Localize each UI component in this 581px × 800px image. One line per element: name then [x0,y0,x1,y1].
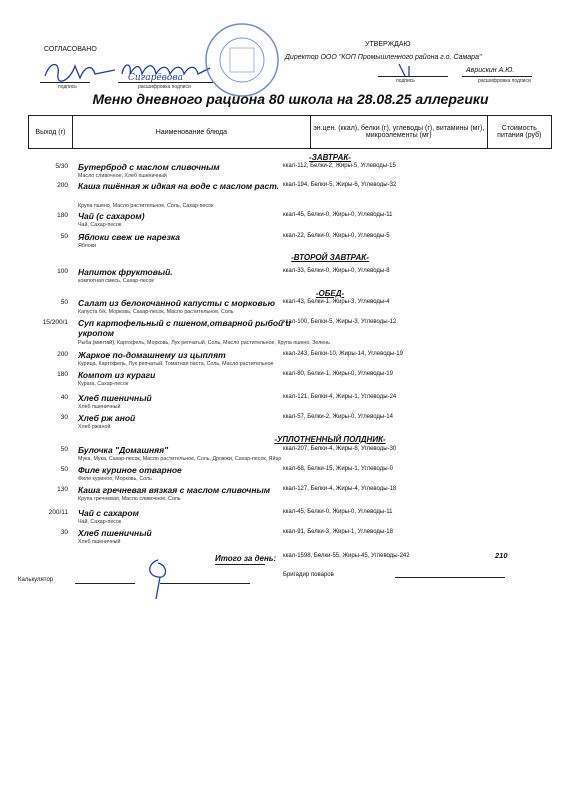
row-out: 30 [60,529,68,536]
row-nutrition: ккал-80, Белки-1, Жиры-0, Углеводы-19 [283,371,393,377]
section-title: -ВТОРОЙ ЗАВТРАК- [291,253,369,262]
menu-row [28,371,548,393]
row-out: 50 [60,233,68,240]
chef-label: Бригадир поваров [283,572,334,578]
row-out: 180 [57,212,68,219]
total-label: Итого за день: [215,554,277,563]
row-out: 30 [60,414,68,421]
section-title: -ЗАВТРАК- [309,153,351,162]
row-out: 200/11 [48,509,68,516]
agreed-label: СОГЛАСОВАНО [44,46,97,53]
menu-row [28,233,548,255]
row-out: 50 [60,299,68,306]
caption-decode-right: расшифровка подписи [478,78,531,84]
row-nutrition: ккал-121, Белки-4, Жиры-1, Углеводы-24 [283,394,397,400]
caption-decode-left: расшифровка подписи [138,84,191,90]
row-name: Бутерброд с маслом сливочным [78,162,220,172]
row-name: Яблоки свеж ие нарезка [78,232,180,242]
director-label: Директор ООО "КОП Промышленного района г.о. Самара" [285,54,482,61]
row-name: Напиток фруктовый. [78,267,173,277]
header-name: Наименование блюда [72,116,310,149]
row-nutrition: ккал-91, Белки-3, Жиры-1, Углеводы-18 [283,529,393,535]
total-nutr: ккал-1598, Белки-55, Жиры-45, Углеводы-242 [283,553,410,559]
signature-calculator [138,555,178,600]
row-nutrition: ккал-68, Белки-15, Жиры-1, Углеводы-0 [283,466,393,472]
signature-middle [118,56,213,86]
signature-text: Сигарёвова [128,73,183,83]
row-out: 15/200/1 [42,319,68,326]
header-cost: Стоимость питания (руб) [487,116,551,149]
calc-label: Калькулятор [18,577,54,583]
row-out: 130 [57,486,68,493]
row-nutrition: ккал-194, Белки-5, Жиры-6, Углеводы-32 [283,182,397,188]
row-out: 100 [57,268,68,275]
row-ingredients: Чай, Сахар-песок [78,519,122,525]
section-title: -УПЛОТНЕННЫЙ ПОЛДНИК- [274,435,386,444]
total-cost: 210 [495,551,508,560]
row-ingredients: Курага, Сахар-песок [78,381,129,387]
menu-row [28,268,548,290]
row-ingredients: Чай, Сахар-песок [78,222,122,228]
row-out: 200 [57,351,68,358]
row-out: 200 [57,182,68,189]
organization-stamp [202,20,282,100]
menu-row [28,181,548,209]
row-nutrition: ккал-57, Белки-2, Жиры-0, Углеводы-14 [283,414,393,420]
row-nutrition: ккал-45, Белки-0, Жиры-0, Углеводы-11 [283,509,393,515]
row-ingredients: Хлеб пшеничный [78,539,121,545]
director-name: Аврискин А.Ю. [466,67,515,74]
row-nutrition: ккал-33, Белки-0, Жиры-0, Углеводы-8 [283,268,390,274]
header-nutr: эн.цен. (ккал), белки (г), углеводы (г), витамины (мг), микроэлементы (мг) [310,116,487,149]
row-name: Хлеб пшеничный [78,528,152,538]
caption-sign-right: подпись [396,78,415,84]
row-nutrition: ккал-45, Белки-0, Жиры-0, Углеводы-11 [283,212,393,218]
row-ingredients: Курица, Картофель, Лук репчатый, Томатная паста, Соль, Масло растительное [78,361,274,367]
row-name: Булочка "Домашняя" [78,445,169,455]
row-name: Хлеб пшеничный [78,393,152,403]
row-name: Жаркое по-домашнему из цыплят [78,350,226,360]
row-name: Каша гречневая вязкая с маслом сливочным [78,485,271,495]
row-ingredients: компотная смесь, Сахар-песок [78,278,154,284]
menu-row [28,529,548,551]
row-out: 40 [60,394,68,401]
row-name: Салат из белокочанной капусты с морковью [78,298,275,308]
row-out: 50 [60,466,68,473]
row-name: Компот из кураги [78,370,156,380]
header-out: Выход (г) [29,116,73,149]
row-out: 50 [60,446,68,453]
row-out: 180 [57,371,68,378]
row-nutrition: ккал-100, Белки-5, Жиры-3, Углеводы-12 [283,319,397,325]
menu-row [28,486,548,508]
row-ingredients: Филе куриное, Морковь, Соль [78,476,152,482]
row-ingredients: Хлеб пшеничный [78,404,121,410]
row-name: Хлеб рж аной [78,413,136,423]
row-out: 5/30 [55,163,68,170]
row-name: Филе куриное отварное [78,465,182,475]
row-ingredients: Яблоки [78,243,96,249]
menu-row [28,414,548,436]
caption-sign-left: подпись [58,84,77,90]
menu-row [28,318,548,346]
section-title: -ОБЕД- [315,289,345,298]
row-name: Каша пшённая ж идкая на воде с маслом раст. [78,181,279,191]
row-nutrition: ккал-127, Белки-4, Жиры-4, Углеводы-18 [283,486,397,492]
row-nutrition: ккал-112, Белки-2, Жиры-5, Углеводы-15 [283,163,396,169]
approved-label: УТВЕРЖДАЮ [365,41,411,48]
menu-row [28,212,548,234]
row-ingredients: Капуста б/к, Морковь, Сахар-песок, Масло растительное, Соль [78,309,234,315]
row-name: Чай (с сахаром) [78,211,145,221]
row-nutrition: ккал-243, Белки-10, Жиры-14, Углеводы-19 [283,351,403,357]
row-ingredients: Крупа пшено, Масло растительное, Соль, Сахар-песок [78,203,214,209]
row-ingredients: Крупа гречневая, Масло сливочное, Соль [78,496,181,502]
row-ingredients: Масло сливочное, Хлеб пшеничный [78,173,167,179]
row-name: Чай с сахаром [78,508,139,518]
row-ingredients: Мука, Мука, Сахар-песок, Масло растительное, Соль, Дрожжи, Сахар-песок, Яйцо [78,456,282,462]
signature-right [395,60,445,80]
row-nutrition: ккал-22, Белки-0, Жиры-0, Углеводы-5 [283,233,390,239]
row-ingredients: Рыба (минтай), Картофель, Морковь, Лук репчатый, Соль, Масло растительное, Крупа пшено, Зелень [78,340,330,346]
menu-table-header [28,115,552,149]
row-name: Суп картофельный с пшеном,отварной рыбой и укропом [78,318,291,338]
row-ingredients: Хлеб ржаной [78,424,111,430]
page-title: Меню дневного рациона 80 школа на 28.08.25 аллергики [92,91,489,107]
row-nutrition: ккал-43, Белки-1, Жиры-3, Углеводы-4 [283,299,390,305]
row-nutrition: ккал-207, Белки-4, Жиры-8, Углеводы-30 [283,446,397,452]
